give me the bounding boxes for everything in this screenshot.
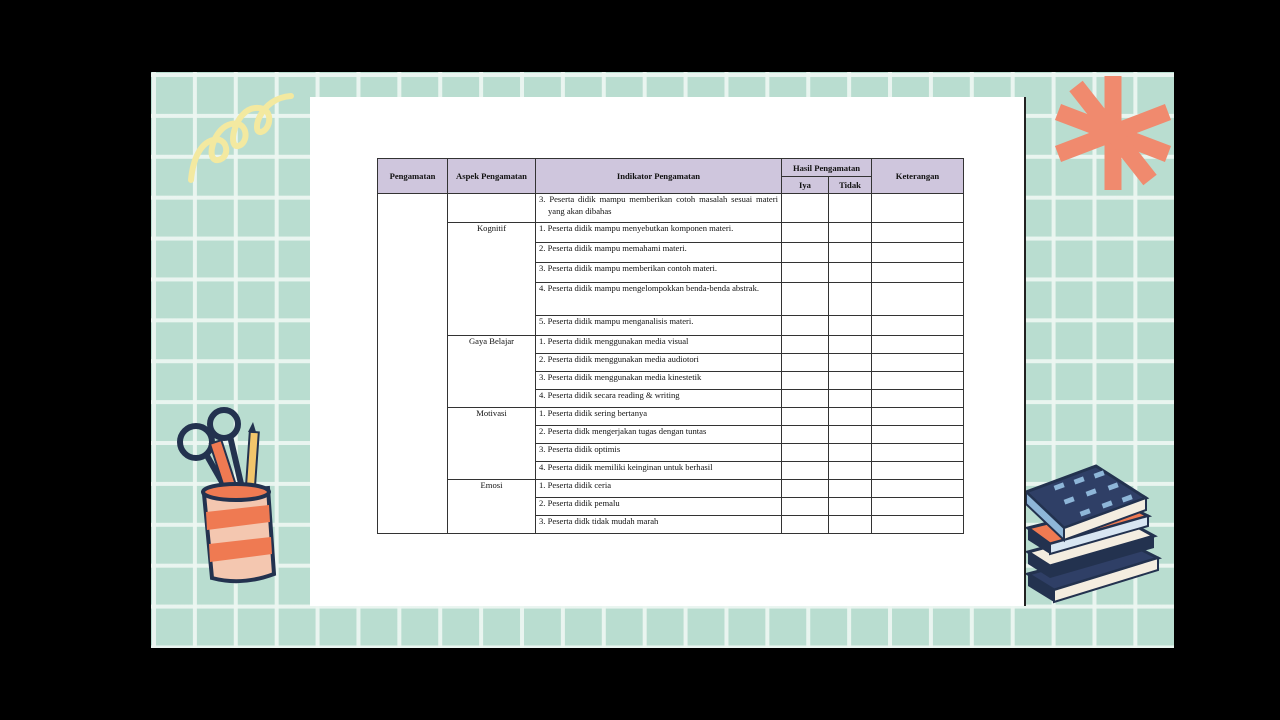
tidak-cell[interactable] xyxy=(829,498,872,516)
indicator-text: 3. Peserta didk tidak mudah marah xyxy=(539,516,659,526)
keterangan-cell[interactable] xyxy=(872,354,964,372)
keterangan-cell[interactable] xyxy=(872,283,964,316)
indicator-text: 1. Peserta didik mampu menyebutkan komponen materi. xyxy=(539,223,734,233)
keterangan-cell[interactable] xyxy=(872,194,964,223)
tidak-cell[interactable] xyxy=(829,408,872,426)
table-row xyxy=(378,223,964,243)
iya-cell[interactable] xyxy=(782,263,829,283)
tidak-cell[interactable] xyxy=(829,444,872,462)
tidak-cell[interactable] xyxy=(829,354,872,372)
iya-cell[interactable] xyxy=(782,390,829,408)
iya-cell[interactable] xyxy=(782,516,829,534)
indicator-text: 5. Peserta didik mampu menganalisis materi. xyxy=(539,316,694,326)
keterangan-cell[interactable] xyxy=(872,408,964,426)
indicator-text: 2. Peserta didik pemalu xyxy=(539,498,620,508)
pengamatan-cell xyxy=(378,194,448,534)
header-hasil: Hasil Pengamatan xyxy=(782,159,872,177)
header-tidak: Tidak xyxy=(829,177,872,194)
iya-cell[interactable] xyxy=(782,444,829,462)
aspect-cell: Motivasi xyxy=(448,408,536,480)
iya-cell[interactable] xyxy=(782,336,829,354)
iya-cell[interactable] xyxy=(782,223,829,243)
iya-cell[interactable] xyxy=(782,426,829,444)
tidak-cell[interactable] xyxy=(829,426,872,444)
iya-cell[interactable] xyxy=(782,316,829,336)
keterangan-cell[interactable] xyxy=(872,498,964,516)
iya-cell[interactable] xyxy=(782,354,829,372)
iya-cell[interactable] xyxy=(782,480,829,498)
iya-cell[interactable] xyxy=(782,372,829,390)
keterangan-cell[interactable] xyxy=(872,516,964,534)
indicator-text: 2. Peserta didik menggunakan media audiotori xyxy=(539,354,699,364)
keterangan-cell[interactable] xyxy=(872,336,964,354)
keterangan-cell[interactable] xyxy=(872,390,964,408)
swirl-icon xyxy=(183,88,298,188)
indicator-text: 3. Peserta didik mampu memberikan cotoh masalah sesuai materi yang akan dibahas xyxy=(539,194,778,216)
keterangan-cell[interactable] xyxy=(872,462,964,480)
iya-cell[interactable] xyxy=(782,408,829,426)
observation-table xyxy=(377,158,964,534)
header-keterangan: Keterangan xyxy=(872,159,964,194)
tidak-cell[interactable] xyxy=(829,390,872,408)
tidak-cell[interactable] xyxy=(829,372,872,390)
aspect-cell: Kognitif xyxy=(448,223,536,336)
tidak-cell[interactable] xyxy=(829,243,872,263)
header-pengamatan: Pengamatan xyxy=(378,159,448,194)
aspect-cell: Emosi xyxy=(448,480,536,534)
iya-cell[interactable] xyxy=(782,498,829,516)
keterangan-cell[interactable] xyxy=(872,223,964,243)
tidak-cell[interactable] xyxy=(829,516,872,534)
table-row xyxy=(378,480,964,498)
table-row xyxy=(378,408,964,426)
iya-cell[interactable] xyxy=(782,194,829,223)
tidak-cell[interactable] xyxy=(829,336,872,354)
keterangan-cell[interactable] xyxy=(872,263,964,283)
tidak-cell[interactable] xyxy=(829,194,872,223)
aspect-cell: Gaya Belajar xyxy=(448,336,536,408)
keterangan-cell[interactable] xyxy=(872,444,964,462)
header-indikator: Indikator Pengamatan xyxy=(536,159,782,194)
indicator-text: 2. Peserta didik mampu memahami materi. xyxy=(539,243,687,253)
indicator-text: 4. Peserta didik secara reading & writing xyxy=(539,390,680,400)
keterangan-cell[interactable] xyxy=(872,316,964,336)
tidak-cell[interactable] xyxy=(829,462,872,480)
iya-cell[interactable] xyxy=(782,462,829,480)
tidak-cell[interactable] xyxy=(829,316,872,336)
indicator-text: 2. Peserta didk mengerjakan tugas dengan tuntas xyxy=(539,426,707,436)
keterangan-cell[interactable] xyxy=(872,243,964,263)
indicator-text: 4. Peserta didik memiliki keinginan untuk berhasil xyxy=(539,462,713,472)
tidak-cell[interactable] xyxy=(829,223,872,243)
table-row xyxy=(378,336,964,354)
indicator-text: 3. Peserta didik menggunakan media kinestetik xyxy=(539,372,702,382)
indicator-text: 1. Peserta didik sering bertanya xyxy=(539,408,648,418)
book-stack-icon xyxy=(1024,462,1164,608)
indicator-text: 3. Peserta didik mampu memberikan contoh materi. xyxy=(539,263,718,273)
tidak-cell[interactable] xyxy=(829,263,872,283)
tidak-cell[interactable] xyxy=(829,480,872,498)
pencil-cup-icon xyxy=(172,402,287,587)
indicator-text: 3. Peserta didik optimis xyxy=(539,444,621,454)
keterangan-cell[interactable] xyxy=(872,372,964,390)
indicator-text: 1. Peserta didik ceria xyxy=(539,480,612,490)
keterangan-cell[interactable] xyxy=(872,480,964,498)
indicator-text: 4. Peserta didik mampu mengelompokkan benda-benda abstrak. xyxy=(539,283,760,293)
indicator-text: 1. Peserta didik menggunakan media visual xyxy=(539,336,689,346)
iya-cell[interactable] xyxy=(782,283,829,316)
iya-cell[interactable] xyxy=(782,243,829,263)
table-row xyxy=(378,194,964,223)
asterisk-icon xyxy=(1052,72,1174,194)
header-iya: Iya xyxy=(782,177,829,194)
aspect-cell xyxy=(448,194,536,223)
tidak-cell[interactable] xyxy=(829,283,872,316)
header-aspek: Aspek Pengamatan xyxy=(448,159,536,194)
keterangan-cell[interactable] xyxy=(872,426,964,444)
